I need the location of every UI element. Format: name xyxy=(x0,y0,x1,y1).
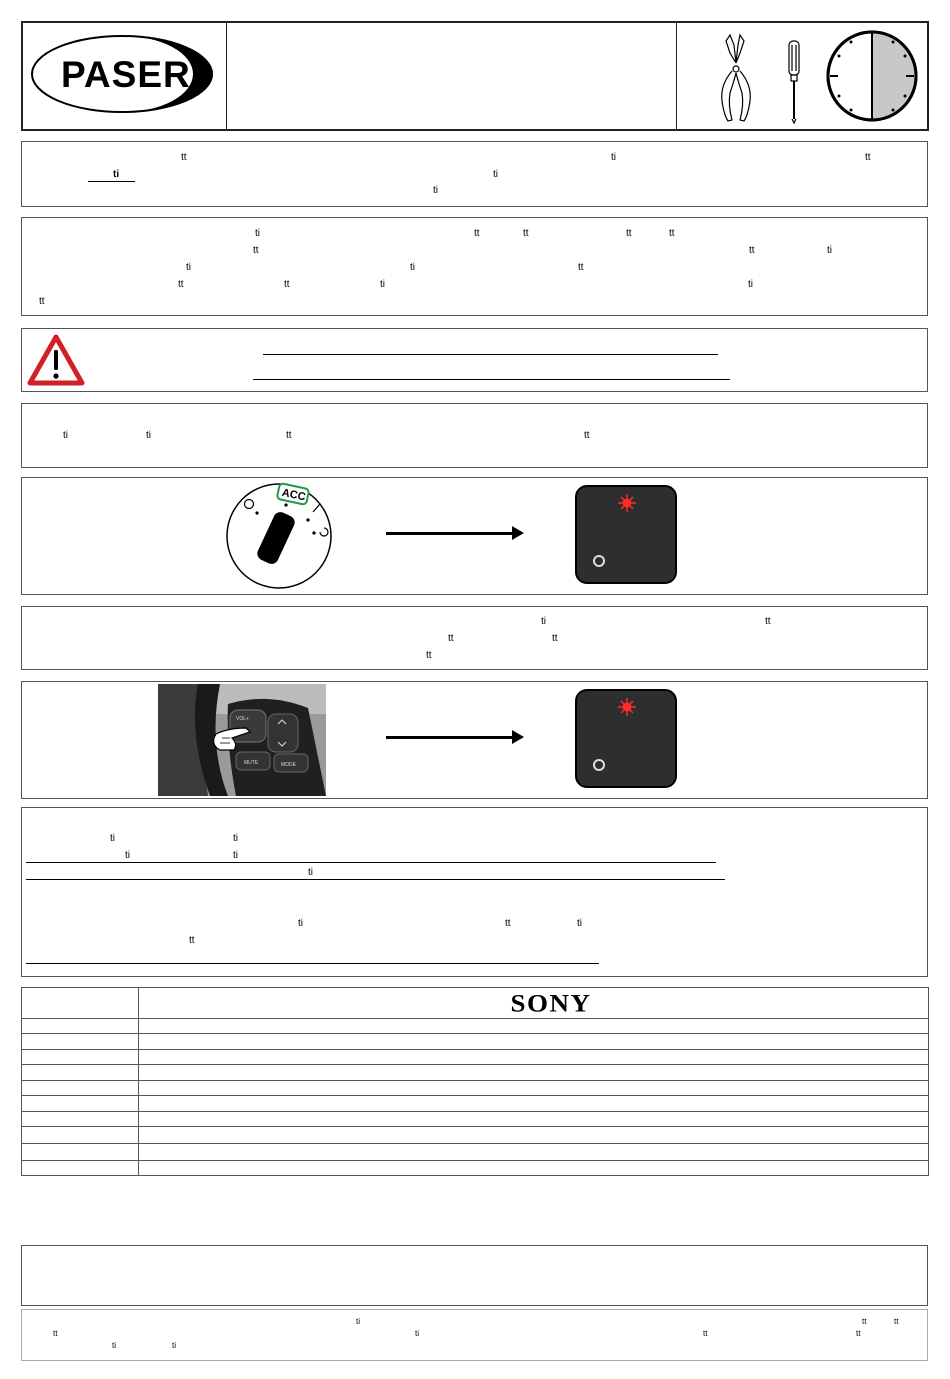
button-hole-icon xyxy=(593,555,605,567)
arrow-icon xyxy=(386,532,514,535)
warning-triangle-icon xyxy=(27,334,85,386)
table-row xyxy=(22,1049,928,1050)
text-fragment: ti xyxy=(356,1317,360,1326)
screwdriver-icon xyxy=(789,41,799,123)
text-fragment: ti xyxy=(298,918,303,929)
red-led-icon xyxy=(615,491,639,515)
text-fragment: tt xyxy=(53,1329,58,1338)
text-fragment: tt xyxy=(426,650,432,661)
text-fragment: ti xyxy=(63,430,68,441)
text-fragment: tt xyxy=(523,228,529,239)
arrow-icon xyxy=(386,736,514,739)
programming-text-section xyxy=(21,807,928,977)
acc-label: ACC xyxy=(280,486,307,504)
text-fragment: tt xyxy=(505,918,511,929)
steering-wheel-button-photo xyxy=(158,684,326,796)
text-fragment: tt xyxy=(626,228,632,239)
text-fragment: tt xyxy=(765,616,771,627)
header-bar xyxy=(21,21,929,131)
text-fragment: ti xyxy=(172,1341,176,1350)
text-fragment: tt xyxy=(448,633,454,644)
text-fragment: ti xyxy=(233,850,238,861)
text-fragment: ti xyxy=(146,430,151,441)
text-fragment: tt xyxy=(552,633,558,644)
text-fragment: ti xyxy=(748,279,753,290)
svg-text:PASER: PASER xyxy=(61,54,191,95)
button-hole-icon xyxy=(593,759,605,771)
table-row xyxy=(22,1143,928,1144)
control-module-icon xyxy=(575,485,677,584)
tools-cell xyxy=(678,23,928,129)
text-fragment: tt xyxy=(474,228,480,239)
table-row xyxy=(22,1126,928,1127)
notes-section xyxy=(21,1245,928,1306)
pliers-icon xyxy=(722,35,751,121)
text-fragment: tt xyxy=(286,430,292,441)
footer-text-section xyxy=(21,1309,928,1361)
text-fragment: tt xyxy=(856,1329,861,1338)
svg-text:VOL+: VOL+ xyxy=(236,716,249,722)
text-fragment: ti xyxy=(493,169,498,180)
clock-icon xyxy=(828,32,916,120)
text-fragment: ti xyxy=(380,279,385,290)
text-fragment: ti xyxy=(577,918,582,929)
text-fragment: ti xyxy=(113,169,120,180)
text-fragment: tt xyxy=(39,296,45,307)
compatibility-table xyxy=(21,987,929,1176)
warning-section xyxy=(21,328,928,392)
text-fragment: ti xyxy=(110,833,115,844)
paser-logo xyxy=(23,23,223,129)
text-fragment: tt xyxy=(584,430,590,441)
text-fragment: tt xyxy=(181,152,187,163)
text-fragment: tt xyxy=(669,228,675,239)
logo-cell xyxy=(23,23,227,129)
intro-text-section xyxy=(21,141,928,207)
step2-text-section xyxy=(21,606,928,670)
table-row xyxy=(22,1111,928,1112)
text-fragment: ti xyxy=(541,616,546,627)
step2-illustration xyxy=(21,681,928,799)
sony-logo: SONY xyxy=(510,988,592,1018)
table-row xyxy=(22,1018,928,1019)
red-led-icon xyxy=(615,695,639,719)
table-row xyxy=(22,1033,928,1034)
text-fragment: tt xyxy=(894,1317,899,1326)
text-fragment: ti xyxy=(433,185,438,196)
table-row xyxy=(22,1160,928,1161)
instructions-text-section xyxy=(21,217,928,316)
control-module-icon xyxy=(575,689,677,788)
text-fragment: tt xyxy=(862,1317,867,1326)
step-intro-section xyxy=(21,403,928,468)
table-row xyxy=(22,1064,928,1065)
text-fragment: ti xyxy=(611,152,616,163)
text-fragment: ti xyxy=(308,867,313,878)
text-fragment: tt xyxy=(749,245,755,256)
step1-illustration xyxy=(21,477,928,595)
text-fragment: ti xyxy=(186,262,191,273)
text-fragment: tt xyxy=(703,1329,708,1338)
text-fragment: tt xyxy=(284,279,290,290)
svg-text:MODE: MODE xyxy=(281,762,296,768)
text-fragment: ti xyxy=(112,1341,116,1350)
text-fragment: ti xyxy=(233,833,238,844)
text-fragment: tt xyxy=(578,262,584,273)
text-fragment: tt xyxy=(253,245,259,256)
text-fragment: tt xyxy=(178,279,184,290)
table-row xyxy=(22,1080,928,1081)
text-fragment: ti xyxy=(410,262,415,273)
ignition-switch-icon xyxy=(224,482,336,590)
svg-text:MUTE: MUTE xyxy=(244,760,259,766)
text-fragment: ti xyxy=(125,850,130,861)
text-fragment: ti xyxy=(255,228,260,239)
text-fragment: tt xyxy=(865,152,871,163)
table-row xyxy=(22,1095,928,1096)
text-fragment: ti xyxy=(827,245,832,256)
text-fragment: tt xyxy=(189,935,195,946)
text-fragment: ti xyxy=(415,1329,419,1338)
title-cell xyxy=(226,23,677,129)
